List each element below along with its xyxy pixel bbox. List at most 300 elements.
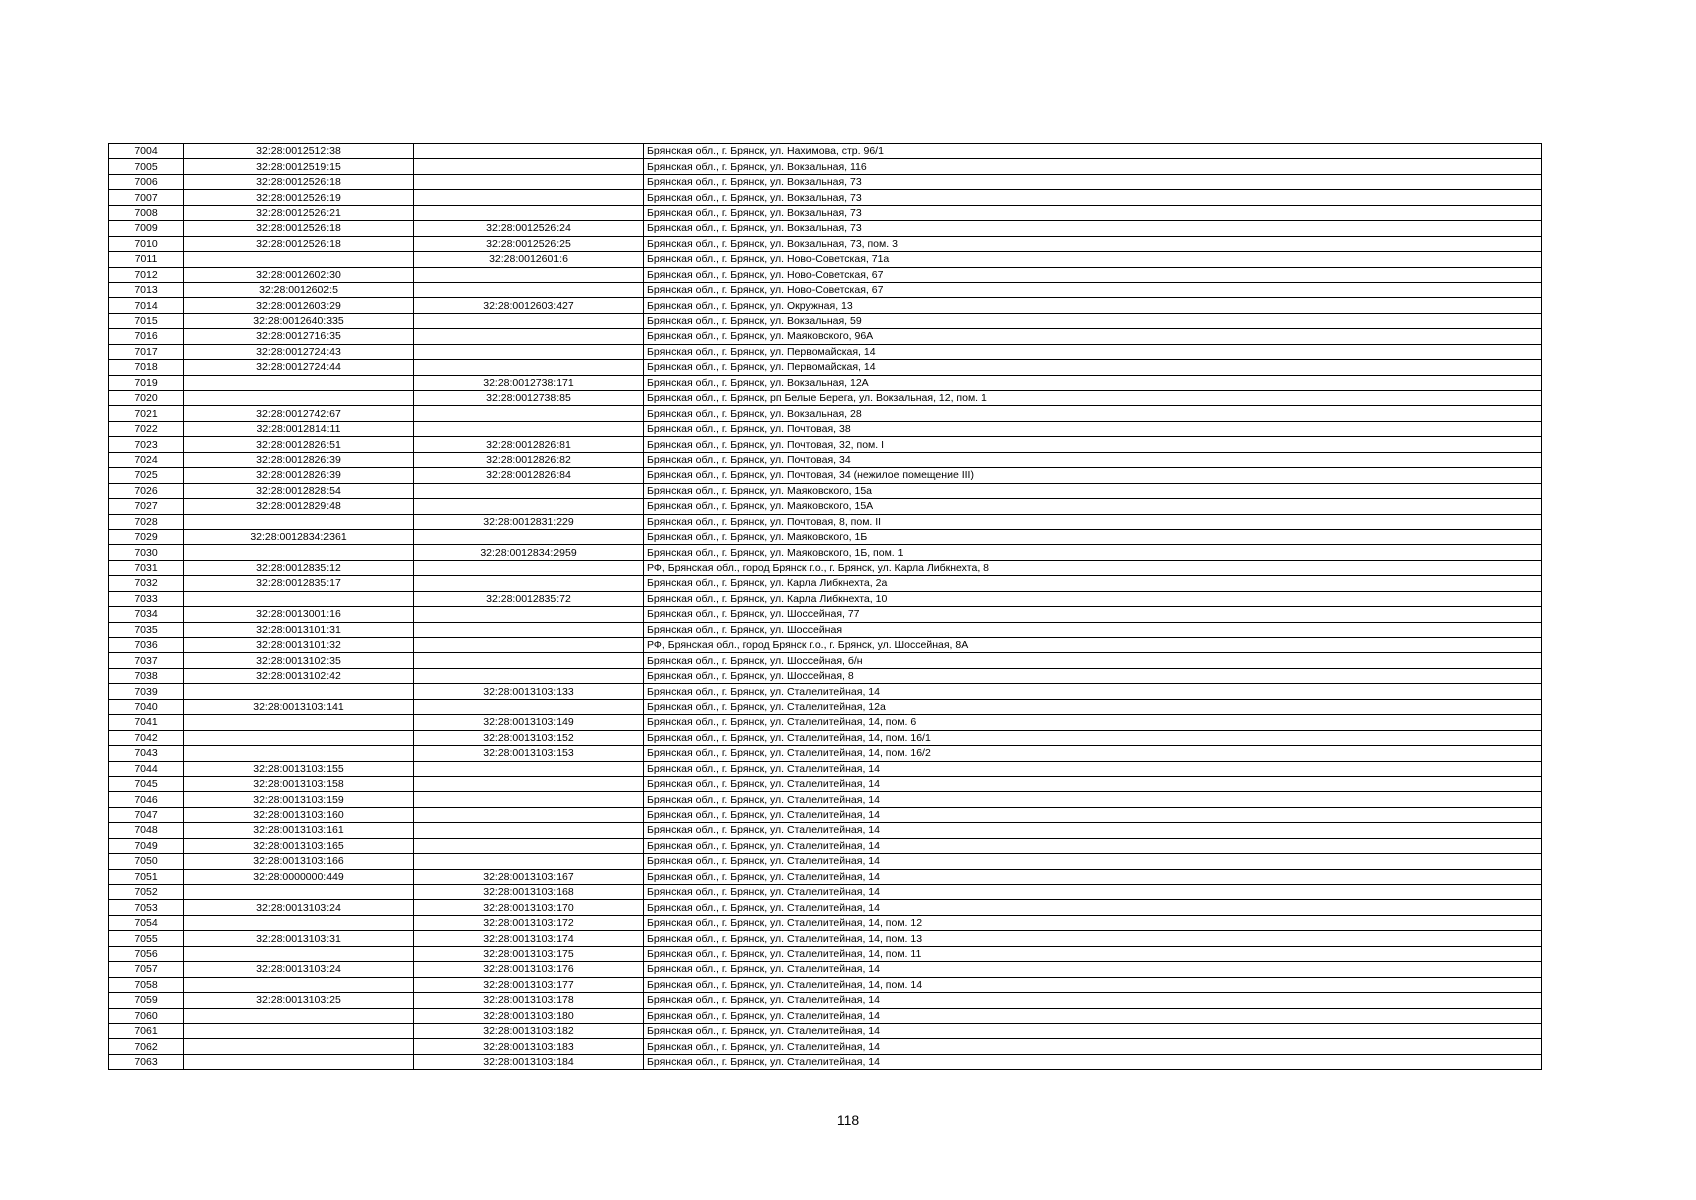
cadastral-number-cell: 32:28:0000000:449 — [184, 869, 414, 884]
cadastral-number-cell — [184, 1054, 414, 1069]
cadastral-number-cell: 32:28:0012603:29 — [184, 298, 414, 313]
related-cadastral-number-cell — [414, 807, 644, 822]
address-cell: Брянская обл., г. Брянск, ул. Ново-Советская, 67 — [644, 282, 1542, 297]
address-cell: Брянская обл., г. Брянск, ул. Маяковского, 1Б, пом. 1 — [644, 545, 1542, 560]
table-row — [109, 205, 1542, 220]
table-row — [109, 761, 1542, 776]
related-cadastral-number-cell: 32:28:0013103:133 — [414, 684, 644, 699]
row-number-cell: 7004 — [109, 144, 184, 159]
address-cell: Брянская обл., г. Брянск, ул. Вокзальная, 116 — [644, 159, 1542, 174]
related-cadastral-number-cell: 32:28:0012831:229 — [414, 514, 644, 529]
row-number-cell: 7015 — [109, 313, 184, 328]
table-row — [109, 1023, 1542, 1038]
cadastral-number-cell: 32:28:0012835:17 — [184, 576, 414, 591]
cadastral-number-cell — [184, 375, 414, 390]
row-number-cell: 7032 — [109, 576, 184, 591]
table-row — [109, 344, 1542, 359]
address-cell: Брянская обл., г. Брянск, ул. Сталелитейная, 14 — [644, 900, 1542, 915]
table-row — [109, 313, 1542, 328]
address-cell: Брянская обл., г. Брянск, ул. Карла Либкнехта, 2а — [644, 576, 1542, 591]
table-row — [109, 638, 1542, 653]
address-cell: Брянская обл., г. Брянск, ул. Шоссейная, 8 — [644, 668, 1542, 683]
related-cadastral-number-cell: 32:28:0013103:152 — [414, 730, 644, 745]
cadastral-number-cell: 32:28:0013103:161 — [184, 823, 414, 838]
table-row — [109, 252, 1542, 267]
table-row — [109, 699, 1542, 714]
row-number-cell: 7021 — [109, 406, 184, 421]
cadastral-number-cell: 32:28:0012829:48 — [184, 499, 414, 514]
related-cadastral-number-cell: 32:28:0013103:183 — [414, 1039, 644, 1054]
cadastral-number-cell — [184, 977, 414, 992]
related-cadastral-number-cell — [414, 421, 644, 436]
related-cadastral-number-cell — [414, 638, 644, 653]
row-number-cell: 7059 — [109, 993, 184, 1008]
cadastral-number-cell: 32:28:0012602:5 — [184, 282, 414, 297]
cadastral-number-cell: 32:28:0013103:24 — [184, 962, 414, 977]
row-number-cell: 7026 — [109, 483, 184, 498]
row-number-cell: 7013 — [109, 282, 184, 297]
table-row — [109, 823, 1542, 838]
related-cadastral-number-cell — [414, 838, 644, 853]
address-cell: Брянская обл., г. Брянск, ул. Маяковского, 96А — [644, 329, 1542, 344]
related-cadastral-number-cell — [414, 483, 644, 498]
address-cell: Брянская обл., г. Брянск, ул. Сталелитейная, 14 — [644, 1023, 1542, 1038]
address-cell: Брянская обл., г. Брянск, ул. Сталелитейная, 12а — [644, 699, 1542, 714]
related-cadastral-number-cell: 32:28:0013103:178 — [414, 993, 644, 1008]
address-cell: Брянская обл., г. Брянск, ул. Сталелитейная, 14 — [644, 792, 1542, 807]
table-row — [109, 730, 1542, 745]
table-row — [109, 715, 1542, 730]
cadastral-number-cell: 32:28:0012526:21 — [184, 205, 414, 220]
address-cell: Брянская обл., г. Брянск, ул. Вокзальная, 28 — [644, 406, 1542, 421]
related-cadastral-number-cell — [414, 267, 644, 282]
table-row — [109, 483, 1542, 498]
row-number-cell: 7042 — [109, 730, 184, 745]
address-cell: Брянская обл., г. Брянск, ул. Сталелитейная, 14 — [644, 854, 1542, 869]
row-number-cell: 7048 — [109, 823, 184, 838]
table-row — [109, 946, 1542, 961]
table-row — [109, 1008, 1542, 1023]
table-row — [109, 545, 1542, 560]
row-number-cell: 7055 — [109, 931, 184, 946]
cadastral-number-cell — [184, 252, 414, 267]
address-cell: Брянская обл., г. Брянск, ул. Сталелитейная, 14, пом. 6 — [644, 715, 1542, 730]
table-row — [109, 159, 1542, 174]
address-cell: РФ, Брянская обл., город Брянск г.о., г. Брянск, ул. Шоссейная, 8А — [644, 638, 1542, 653]
row-number-cell: 7060 — [109, 1008, 184, 1023]
table-row — [109, 869, 1542, 884]
row-number-cell: 7010 — [109, 236, 184, 251]
address-cell: Брянская обл., г. Брянск, ул. Сталелитейная, 14 — [644, 761, 1542, 776]
row-number-cell: 7005 — [109, 159, 184, 174]
table-row — [109, 684, 1542, 699]
row-number-cell: 7054 — [109, 915, 184, 930]
registry-table-body — [109, 144, 1542, 1070]
table-row — [109, 746, 1542, 761]
address-cell: Брянская обл., г. Брянск, ул. Карла Либкнехта, 10 — [644, 591, 1542, 606]
related-cadastral-number-cell: 32:28:0013103:170 — [414, 900, 644, 915]
related-cadastral-number-cell: 32:28:0013103:172 — [414, 915, 644, 930]
row-number-cell: 7011 — [109, 252, 184, 267]
address-cell: Брянская обл., г. Брянск, ул. Сталелитейная, 14 — [644, 823, 1542, 838]
row-number-cell: 7016 — [109, 329, 184, 344]
address-cell: Брянская обл., г. Брянск, ул. Сталелитейная, 14 — [644, 1054, 1542, 1069]
related-cadastral-number-cell: 32:28:0012826:81 — [414, 437, 644, 452]
related-cadastral-number-cell — [414, 776, 644, 791]
cadastral-number-cell — [184, 684, 414, 699]
table-row — [109, 885, 1542, 900]
table-row — [109, 360, 1542, 375]
address-cell: Брянская обл., г. Брянск, ул. Вокзальная, 73 — [644, 205, 1542, 220]
cadastral-number-cell: 32:28:0012834:2361 — [184, 529, 414, 544]
address-cell: РФ, Брянская обл., город Брянск г.о., г. Брянск, ул. Карла Либкнехта, 8 — [644, 560, 1542, 575]
row-number-cell: 7029 — [109, 529, 184, 544]
address-cell: Брянская обл., г. Брянск, ул. Сталелитейная, 14 — [644, 807, 1542, 822]
row-number-cell: 7030 — [109, 545, 184, 560]
row-number-cell: 7019 — [109, 375, 184, 390]
table-row — [109, 776, 1542, 791]
cadastral-number-cell: 32:28:0013102:35 — [184, 653, 414, 668]
address-cell: Брянская обл., г. Брянск, ул. Сталелитейная, 14 — [644, 1008, 1542, 1023]
table-row — [109, 962, 1542, 977]
related-cadastral-number-cell: 32:28:0013103:182 — [414, 1023, 644, 1038]
page-number: 118 — [836, 1112, 860, 1128]
row-number-cell: 7028 — [109, 514, 184, 529]
table-row — [109, 452, 1542, 467]
cadastral-number-cell: 32:28:0012724:44 — [184, 360, 414, 375]
cadastral-number-cell: 32:28:0012828:54 — [184, 483, 414, 498]
address-cell: Брянская обл., г. Брянск, ул. Шоссейная, 77 — [644, 607, 1542, 622]
address-cell: Брянская обл., г. Брянск, ул. Сталелитейная, 14 — [644, 869, 1542, 884]
row-number-cell: 7034 — [109, 607, 184, 622]
table-row — [109, 792, 1542, 807]
related-cadastral-number-cell — [414, 761, 644, 776]
related-cadastral-number-cell — [414, 622, 644, 637]
table-row — [109, 838, 1542, 853]
address-cell: Брянская обл., г. Брянск, ул. Почтовая, 8, пом. II — [644, 514, 1542, 529]
related-cadastral-number-cell: 32:28:0012526:25 — [414, 236, 644, 251]
cadastral-number-cell: 32:28:0013103:160 — [184, 807, 414, 822]
row-number-cell: 7006 — [109, 174, 184, 189]
related-cadastral-number-cell — [414, 282, 644, 297]
row-number-cell: 7031 — [109, 560, 184, 575]
row-number-cell: 7057 — [109, 962, 184, 977]
address-cell: Брянская обл., г. Брянск, ул. Почтовая, 38 — [644, 421, 1542, 436]
related-cadastral-number-cell — [414, 529, 644, 544]
related-cadastral-number-cell: 32:28:0012526:24 — [414, 221, 644, 236]
related-cadastral-number-cell — [414, 607, 644, 622]
row-number-cell: 7056 — [109, 946, 184, 961]
address-cell: Брянская обл., г. Брянск, ул. Шоссейная, б/н — [644, 653, 1542, 668]
related-cadastral-number-cell: 32:28:0013103:149 — [414, 715, 644, 730]
related-cadastral-number-cell: 32:28:0012603:427 — [414, 298, 644, 313]
related-cadastral-number-cell: 32:28:0013103:174 — [414, 931, 644, 946]
address-cell: Брянская обл., г. Брянск, ул. Сталелитейная, 14 — [644, 885, 1542, 900]
cadastral-number-cell — [184, 885, 414, 900]
row-number-cell: 7036 — [109, 638, 184, 653]
row-number-cell: 7050 — [109, 854, 184, 869]
cadastral-number-cell: 32:28:0013103:141 — [184, 699, 414, 714]
address-cell: Брянская обл., г. Брянск, ул. Сталелитейная, 14, пом. 16/1 — [644, 730, 1542, 745]
row-number-cell: 7018 — [109, 360, 184, 375]
address-cell: Брянская обл., г. Брянск, ул. Вокзальная, 73 — [644, 190, 1542, 205]
related-cadastral-number-cell: 32:28:0013103:175 — [414, 946, 644, 961]
cadastral-number-cell: 32:28:0012716:35 — [184, 329, 414, 344]
cadastral-number-cell: 32:28:0013103:25 — [184, 993, 414, 1008]
cadastral-number-cell: 32:28:0012519:15 — [184, 159, 414, 174]
row-number-cell: 7051 — [109, 869, 184, 884]
row-number-cell: 7058 — [109, 977, 184, 992]
related-cadastral-number-cell — [414, 576, 644, 591]
address-cell: Брянская обл., г. Брянск, ул. Сталелитейная, 14, пом. 11 — [644, 946, 1542, 961]
table-row — [109, 514, 1542, 529]
address-cell: Брянская обл., г. Брянск, рп Белые Берега, ул. Вокзальная, 12, пом. 1 — [644, 391, 1542, 406]
cadastral-number-cell: 32:28:0013103:24 — [184, 900, 414, 915]
address-cell: Брянская обл., г. Брянск, ул. Сталелитейная, 14 — [644, 776, 1542, 791]
table-row — [109, 1039, 1542, 1054]
row-number-cell: 7025 — [109, 468, 184, 483]
cadastral-number-cell: 32:28:0013103:31 — [184, 931, 414, 946]
registry-table — [108, 143, 1542, 1070]
row-number-cell: 7047 — [109, 807, 184, 822]
row-number-cell: 7049 — [109, 838, 184, 853]
related-cadastral-number-cell: 32:28:0013103:168 — [414, 885, 644, 900]
row-number-cell: 7043 — [109, 746, 184, 761]
table-row — [109, 977, 1542, 992]
related-cadastral-number-cell: 32:28:0012826:82 — [414, 452, 644, 467]
related-cadastral-number-cell: 32:28:0012826:84 — [414, 468, 644, 483]
related-cadastral-number-cell — [414, 668, 644, 683]
address-cell: Брянская обл., г. Брянск, ул. Шоссейная — [644, 622, 1542, 637]
related-cadastral-number-cell: 32:28:0013103:153 — [414, 746, 644, 761]
table-row — [109, 576, 1542, 591]
cadastral-number-cell — [184, 730, 414, 745]
related-cadastral-number-cell: 32:28:0013103:177 — [414, 977, 644, 992]
row-number-cell: 7061 — [109, 1023, 184, 1038]
table-row — [109, 1054, 1542, 1069]
cadastral-number-cell: 32:28:0012526:18 — [184, 221, 414, 236]
related-cadastral-number-cell — [414, 854, 644, 869]
row-number-cell: 7027 — [109, 499, 184, 514]
cadastral-number-cell: 32:28:0013101:32 — [184, 638, 414, 653]
table-row — [109, 993, 1542, 1008]
cadastral-number-cell — [184, 391, 414, 406]
cadastral-number-cell: 32:28:0013101:31 — [184, 622, 414, 637]
cadastral-number-cell: 32:28:0012742:67 — [184, 406, 414, 421]
related-cadastral-number-cell: 32:28:0012601:6 — [414, 252, 644, 267]
related-cadastral-number-cell — [414, 159, 644, 174]
cadastral-number-cell: 32:28:0013001:16 — [184, 607, 414, 622]
cadastral-number-cell — [184, 746, 414, 761]
address-cell: Брянская обл., г. Брянск, ул. Ново-Советская, 71а — [644, 252, 1542, 267]
table-row — [109, 622, 1542, 637]
address-cell: Брянская обл., г. Брянск, ул. Маяковского, 15А — [644, 499, 1542, 514]
address-cell: Брянская обл., г. Брянск, ул. Почтовая, 34 (нежилое помещение III) — [644, 468, 1542, 483]
row-number-cell: 7022 — [109, 421, 184, 436]
table-row — [109, 421, 1542, 436]
row-number-cell: 7038 — [109, 668, 184, 683]
address-cell: Брянская обл., г. Брянск, ул. Сталелитейная, 14 — [644, 1039, 1542, 1054]
related-cadastral-number-cell — [414, 144, 644, 159]
related-cadastral-number-cell: 32:28:0013103:180 — [414, 1008, 644, 1023]
cadastral-number-cell — [184, 1023, 414, 1038]
address-cell: Брянская обл., г. Брянск, ул. Нахимова, стр. 96/1 — [644, 144, 1542, 159]
address-cell: Брянская обл., г. Брянск, ул. Маяковского, 15а — [644, 483, 1542, 498]
row-number-cell: 7020 — [109, 391, 184, 406]
row-number-cell: 7037 — [109, 653, 184, 668]
row-number-cell: 7046 — [109, 792, 184, 807]
row-number-cell: 7041 — [109, 715, 184, 730]
table-row — [109, 931, 1542, 946]
row-number-cell: 7044 — [109, 761, 184, 776]
row-number-cell: 7039 — [109, 684, 184, 699]
related-cadastral-number-cell — [414, 699, 644, 714]
row-number-cell: 7017 — [109, 344, 184, 359]
address-cell: Брянская обл., г. Брянск, ул. Вокзальная, 73, пом. 3 — [644, 236, 1542, 251]
table-row — [109, 591, 1542, 606]
table-row — [109, 653, 1542, 668]
row-number-cell: 7009 — [109, 221, 184, 236]
cadastral-number-cell: 32:28:0012835:12 — [184, 560, 414, 575]
table-row — [109, 391, 1542, 406]
table-row — [109, 236, 1542, 251]
cadastral-number-cell: 32:28:0012826:51 — [184, 437, 414, 452]
table-row — [109, 221, 1542, 236]
related-cadastral-number-cell — [414, 205, 644, 220]
cadastral-number-cell: 32:28:0013102:42 — [184, 668, 414, 683]
table-row — [109, 406, 1542, 421]
cadastral-number-cell: 32:28:0012826:39 — [184, 468, 414, 483]
address-cell: Брянская обл., г. Брянск, ул. Сталелитейная, 14, пом. 14 — [644, 977, 1542, 992]
related-cadastral-number-cell — [414, 823, 644, 838]
address-cell: Брянская обл., г. Брянск, ул. Окружная, 13 — [644, 298, 1542, 313]
table-row — [109, 468, 1542, 483]
address-cell: Брянская обл., г. Брянск, ул. Сталелитейная, 14 — [644, 838, 1542, 853]
related-cadastral-number-cell — [414, 313, 644, 328]
related-cadastral-number-cell — [414, 190, 644, 205]
table-row — [109, 607, 1542, 622]
table-row — [109, 174, 1542, 189]
address-cell: Брянская обл., г. Брянск, ул. Маяковского, 1Б — [644, 529, 1542, 544]
address-cell: Брянская обл., г. Брянск, ул. Вокзальная, 73 — [644, 174, 1542, 189]
address-cell: Брянская обл., г. Брянск, ул. Почтовая, 34 — [644, 452, 1542, 467]
address-cell: Брянская обл., г. Брянск, ул. Первомайская, 14 — [644, 360, 1542, 375]
table-row — [109, 298, 1542, 313]
cadastral-number-cell — [184, 545, 414, 560]
related-cadastral-number-cell: 32:28:0012835:72 — [414, 591, 644, 606]
related-cadastral-number-cell — [414, 406, 644, 421]
related-cadastral-number-cell: 32:28:0012738:85 — [414, 391, 644, 406]
cadastral-number-cell: 32:28:0012814:11 — [184, 421, 414, 436]
address-cell: Брянская обл., г. Брянск, ул. Сталелитейная, 14 — [644, 993, 1542, 1008]
row-number-cell: 7053 — [109, 900, 184, 915]
cadastral-number-cell: 32:28:0012640:335 — [184, 313, 414, 328]
table-row — [109, 560, 1542, 575]
address-cell: Брянская обл., г. Брянск, ул. Вокзальная, 12А — [644, 375, 1542, 390]
row-number-cell: 7045 — [109, 776, 184, 791]
cadastral-number-cell: 32:28:0012512:38 — [184, 144, 414, 159]
row-number-cell: 7062 — [109, 1039, 184, 1054]
row-number-cell: 7012 — [109, 267, 184, 282]
cadastral-number-cell: 32:28:0012526:19 — [184, 190, 414, 205]
cadastral-number-cell: 32:28:0012602:30 — [184, 267, 414, 282]
address-cell: Брянская обл., г. Брянск, ул. Вокзальная, 59 — [644, 313, 1542, 328]
cadastral-number-cell: 32:28:0012526:18 — [184, 236, 414, 251]
cadastral-number-cell: 32:28:0012724:43 — [184, 344, 414, 359]
table-row — [109, 807, 1542, 822]
cadastral-number-cell — [184, 1008, 414, 1023]
related-cadastral-number-cell: 32:28:0013103:176 — [414, 962, 644, 977]
cadastral-number-cell — [184, 591, 414, 606]
related-cadastral-number-cell — [414, 792, 644, 807]
related-cadastral-number-cell — [414, 653, 644, 668]
cadastral-number-cell: 32:28:0012526:18 — [184, 174, 414, 189]
cadastral-number-cell — [184, 946, 414, 961]
address-cell: Брянская обл., г. Брянск, ул. Почтовая, 32, пом. I — [644, 437, 1542, 452]
table-row — [109, 915, 1542, 930]
address-cell: Брянская обл., г. Брянск, ул. Сталелитейная, 14, пом. 12 — [644, 915, 1542, 930]
address-cell: Брянская обл., г. Брянск, ул. Сталелитейная, 14 — [644, 684, 1542, 699]
cadastral-number-cell: 32:28:0012826:39 — [184, 452, 414, 467]
related-cadastral-number-cell — [414, 560, 644, 575]
related-cadastral-number-cell — [414, 329, 644, 344]
address-cell: Брянская обл., г. Брянск, ул. Сталелитейная, 14, пом. 16/2 — [644, 746, 1542, 761]
table-row — [109, 499, 1542, 514]
related-cadastral-number-cell: 32:28:0013103:167 — [414, 869, 644, 884]
address-cell: Брянская обл., г. Брянск, ул. Сталелитейная, 14, пом. 13 — [644, 931, 1542, 946]
row-number-cell: 7024 — [109, 452, 184, 467]
row-number-cell: 7014 — [109, 298, 184, 313]
cadastral-number-cell — [184, 715, 414, 730]
cadastral-number-cell: 32:28:0013103:166 — [184, 854, 414, 869]
table-row — [109, 900, 1542, 915]
table-row — [109, 282, 1542, 297]
cadastral-number-cell — [184, 1039, 414, 1054]
row-number-cell: 7023 — [109, 437, 184, 452]
table-row — [109, 190, 1542, 205]
table-row — [109, 375, 1542, 390]
row-number-cell: 7033 — [109, 591, 184, 606]
related-cadastral-number-cell: 32:28:0012738:171 — [414, 375, 644, 390]
cadastral-number-cell — [184, 514, 414, 529]
row-number-cell: 7040 — [109, 699, 184, 714]
related-cadastral-number-cell: 32:28:0012834:2959 — [414, 545, 644, 560]
table-row — [109, 437, 1542, 452]
cadastral-number-cell: 32:28:0013103:158 — [184, 776, 414, 791]
table-row — [109, 668, 1542, 683]
table-row — [109, 529, 1542, 544]
row-number-cell: 7008 — [109, 205, 184, 220]
address-cell: Брянская обл., г. Брянск, ул. Ново-Советская, 67 — [644, 267, 1542, 282]
row-number-cell: 7007 — [109, 190, 184, 205]
row-number-cell: 7052 — [109, 885, 184, 900]
related-cadastral-number-cell — [414, 174, 644, 189]
related-cadastral-number-cell — [414, 360, 644, 375]
table-row — [109, 144, 1542, 159]
address-cell: Брянская обл., г. Брянск, ул. Вокзальная, 73 — [644, 221, 1542, 236]
address-cell: Брянская обл., г. Брянск, ул. Первомайская, 14 — [644, 344, 1542, 359]
table-row — [109, 854, 1542, 869]
cadastral-number-cell: 32:28:0013103:155 — [184, 761, 414, 776]
related-cadastral-number-cell — [414, 499, 644, 514]
address-cell: Брянская обл., г. Брянск, ул. Сталелитейная, 14 — [644, 962, 1542, 977]
related-cadastral-number-cell — [414, 344, 644, 359]
related-cadastral-number-cell: 32:28:0013103:184 — [414, 1054, 644, 1069]
table-row — [109, 329, 1542, 344]
cadastral-number-cell: 32:28:0013103:165 — [184, 838, 414, 853]
row-number-cell: 7063 — [109, 1054, 184, 1069]
cadastral-number-cell — [184, 915, 414, 930]
